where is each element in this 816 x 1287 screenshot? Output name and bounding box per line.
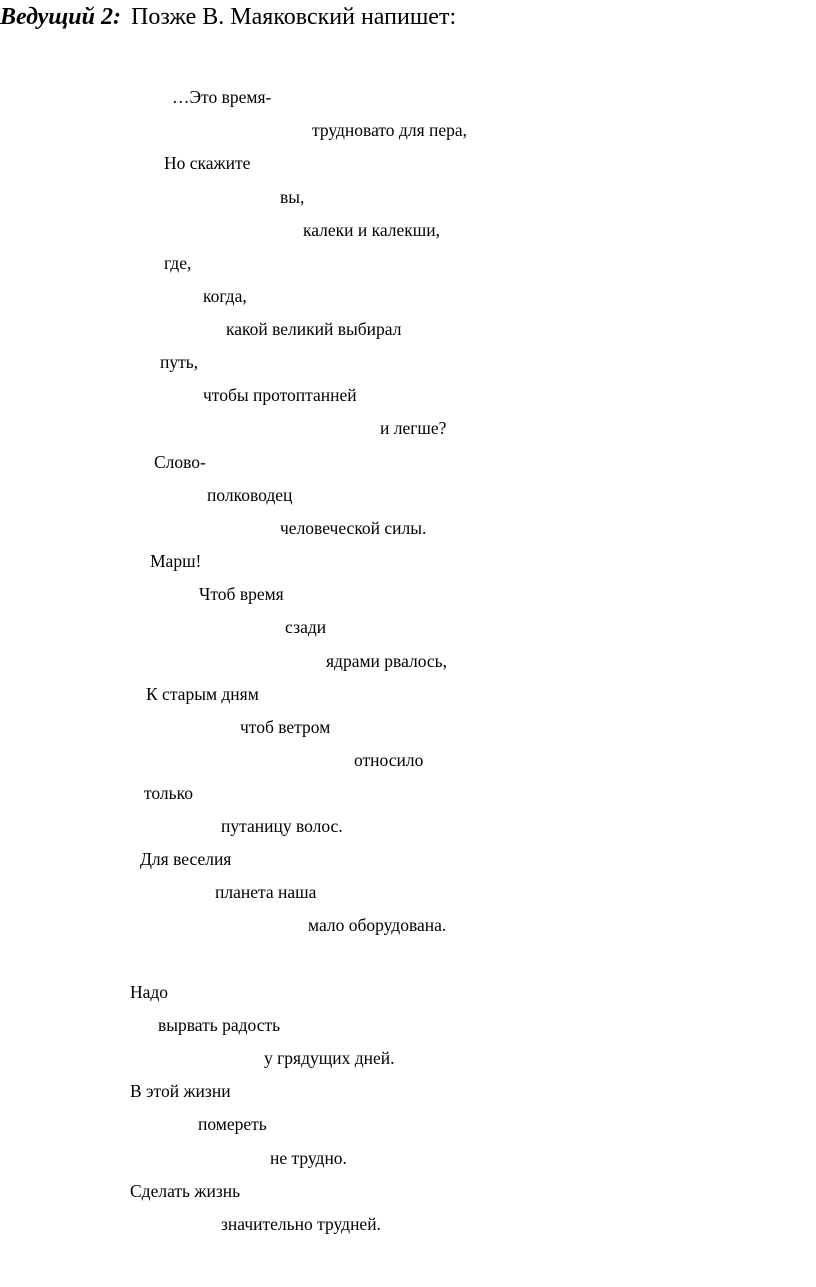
poem-line: путаницу волос. bbox=[221, 816, 343, 836]
poem-line: К старым дням bbox=[146, 684, 259, 704]
poem-line: путь, bbox=[160, 352, 199, 372]
poem-line: сзади bbox=[285, 617, 327, 637]
poem-line: ядрами рвалось, bbox=[326, 651, 448, 671]
poem-line: какой великий выбирал bbox=[226, 319, 402, 339]
poem-line: планета наша bbox=[215, 882, 317, 902]
poem-line: мало оборудована. bbox=[308, 915, 447, 935]
poem-line: вы, bbox=[280, 187, 305, 207]
poem-line: Надо bbox=[130, 982, 169, 1002]
poem-line: Марш! bbox=[150, 551, 202, 571]
poem-line: и легше? bbox=[380, 418, 447, 438]
poem-line: полководец bbox=[207, 485, 293, 505]
poem-line: Но скажите bbox=[164, 153, 251, 173]
intro-text: Позже В. Маяковский напишет: bbox=[130, 4, 457, 30]
poem-line: Слово- bbox=[154, 452, 206, 472]
poem-line: чтобы протоптанней bbox=[203, 385, 357, 405]
poem-line: где, bbox=[164, 253, 192, 273]
poem-line: не трудно. bbox=[270, 1148, 347, 1168]
poem-line: относило bbox=[354, 750, 424, 770]
poem-line: у грядущих дней. bbox=[264, 1048, 395, 1068]
poem-line: помереть bbox=[198, 1114, 267, 1134]
poem-line: только bbox=[144, 783, 194, 803]
poem-line: Для веселия bbox=[140, 849, 232, 869]
poem-line: …Это время- bbox=[172, 87, 272, 107]
speaker-label: Ведущий 2: bbox=[0, 4, 121, 30]
poem-line: значительно трудней. bbox=[221, 1214, 381, 1234]
poem-line: вырвать радость bbox=[158, 1015, 281, 1035]
poem-line: когда, bbox=[203, 286, 247, 306]
poem-line: чтоб ветром bbox=[240, 717, 331, 737]
poem-line: человеческой силы. bbox=[280, 518, 427, 538]
poem-line: калеки и калекши, bbox=[303, 220, 441, 240]
poem-line: трудновато для пера, bbox=[312, 120, 468, 140]
poem-line: В этой жизни bbox=[130, 1081, 231, 1101]
poem-line: Сделать жизнь bbox=[130, 1181, 241, 1201]
poem-line: Чтоб время bbox=[199, 584, 284, 604]
